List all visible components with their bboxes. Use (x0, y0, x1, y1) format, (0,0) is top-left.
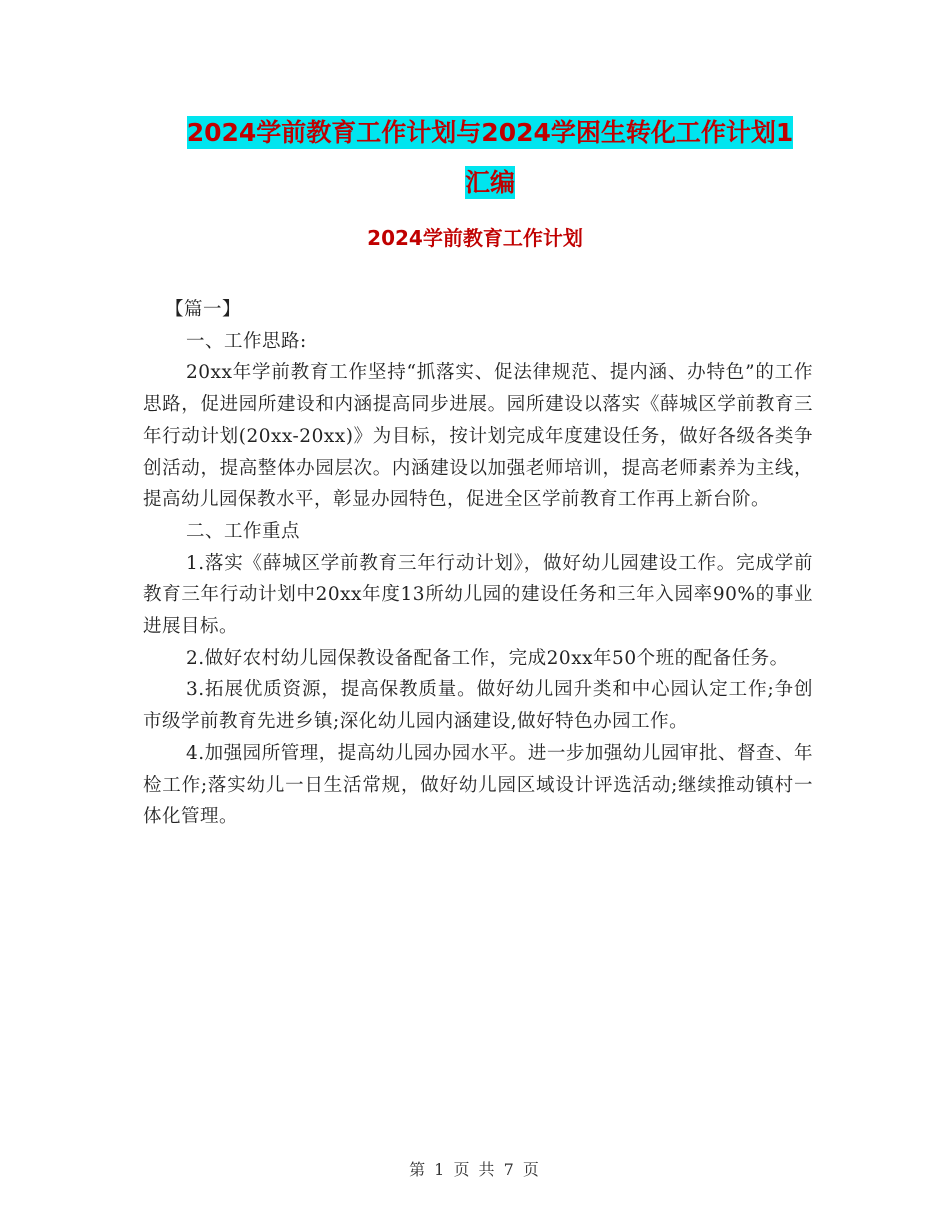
paragraph-work-ideas: 20xx年学前教育工作坚持“抓落实、促法律规范、提内涵、办特色”的工作思路，促进园所建设和内涵提高同步进展。园所建设以落实《薛城区学前教育三年行动计划(20xx-20xx)》为目标，按计划完成年度建设任务，做好各级各类争创活动，提高整体办园层次。内涵建设以加强老师培训，提高老师素养为主线，提高幼儿园保教水平，彰显办园特色，促进全区学前教育工作再上新台阶。 (143, 362, 813, 511)
list-item-2: 2.做好农村幼儿园保教设备配备工作，完成20xx年50个班的配备任务。 (186, 647, 789, 669)
title-line-1: 2024学前教育工作计划与2024学困生转化工作计划1 (186, 118, 794, 147)
title-line-2: 汇编 (464, 168, 515, 197)
page-footer: 第 1 页 共 7 页 (409, 1160, 541, 1179)
document-body (143, 294, 813, 833)
section-title: 2024学前教育工作计划 (367, 226, 583, 250)
list-item-4: 4.加强园所管理，提高幼儿园办园水平。进一步加强幼儿园审批、督查、年检工作;落实幼儿一日生活常规，做好幼儿园区域设计评选活动;继续推动镇村一体化管理。 (143, 742, 813, 828)
list-item-3: 3.拓展优质资源，提高保教质量。做好幼儿园升类和中心园认定工作;争创市级学前教育先进乡镇;深化幼儿园内涵建设,做好特色办园工作。 (143, 679, 813, 733)
list-item-1: 1.落实《薛城区学前教育三年行动计划》，做好幼儿园建设工作。完成学前教育三年行动计划中20xx年度13所幼儿园的建设任务和三年入园率90%的事业进展目标。 (143, 552, 813, 638)
heading-work-ideas: 一、工作思路: (186, 330, 307, 352)
heading-work-focus: 二、工作重点 (186, 520, 301, 542)
section-label: 【篇一】 (165, 299, 242, 320)
document-title (150, 108, 830, 208)
